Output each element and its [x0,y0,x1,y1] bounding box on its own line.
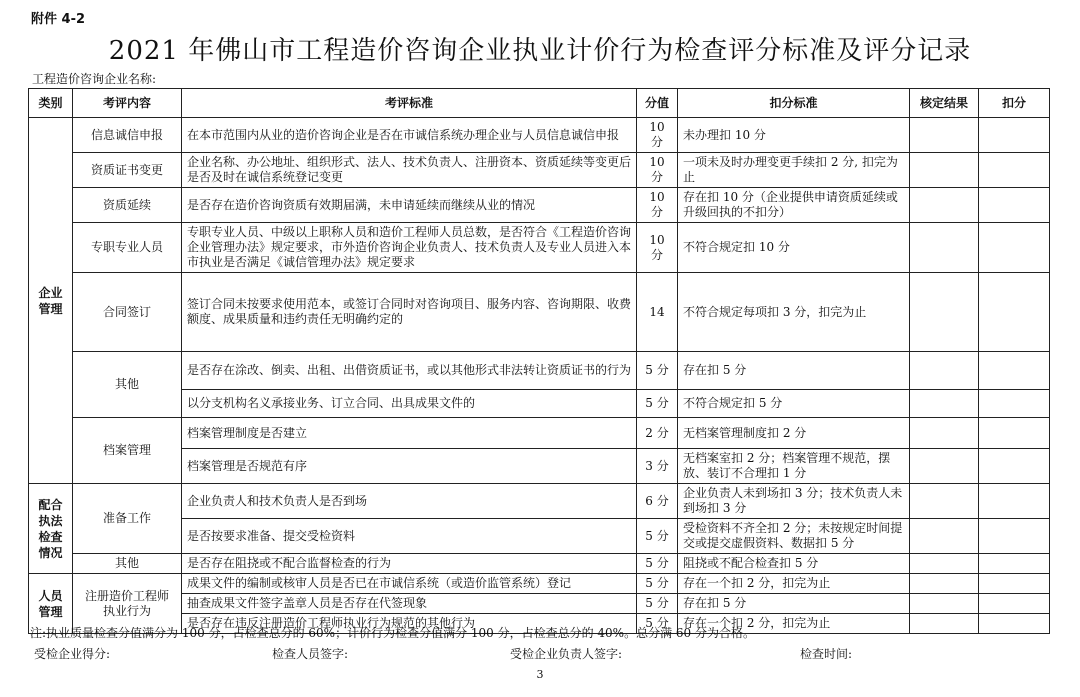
result-cell[interactable] [910,519,979,554]
score-cell: 5 分 [637,594,678,614]
footnote: 注:执业质量检查分值满分为 100 分，占检查总分的 60%；计价行为检查分值满分 100 分，占检查总分的 40%。总分满 60 分为合格。 [30,626,755,640]
deduction-standard-cell: 存在扣 5 分 [678,594,910,614]
table-row [29,519,1050,554]
score-cell: 5 分 [637,574,678,594]
standard-cell: 企业名称、办公地址、组织形式、法人、技术负责人、注册资本、资质延续等变更后是否及时在诚信系统登记变更 [182,153,637,188]
content-cell: 档案管理 [73,418,182,484]
standard-cell: 是否按要求准备、提交受检资料 [182,519,637,554]
document-title: 2021 年佛山市工程造价咨询企业执业计价行为检查评分标准及评分记录 [108,36,972,66]
company-head-signature-label: 受检企业负责人签字: [510,647,623,661]
deduction-cell[interactable] [979,223,1050,273]
header-category: 类别 [29,89,73,118]
header-deduction-standard: 扣分标准 [678,89,910,118]
content-cell: 其他 [73,554,182,574]
score-cell: 5 分 [637,352,678,390]
content-cell: 其他 [73,352,182,418]
score-cell: 14 [637,273,678,352]
deduction-cell[interactable] [979,614,1050,634]
table-row [29,188,1050,223]
deduction-standard-cell: 企业负责人未到场扣 3 分；技术负责人未到场扣 3 分 [678,484,910,519]
deduction-cell[interactable] [979,418,1050,449]
standard-cell: 以分支机构名义承接业务、订立合同、出具成果文件的 [182,390,637,418]
category-cell: 配合执法检查情况 [29,484,73,574]
standard-cell: 档案管理是否规范有序 [182,449,637,484]
category-cell: 企业管理 [29,118,73,484]
header-verified-result: 核定结果 [910,89,979,118]
table-row [29,223,1050,273]
header-content: 考评内容 [73,89,182,118]
header-standard: 考评标准 [182,89,637,118]
page-number: 3 [536,668,544,681]
score-cell: 10 分 [637,118,678,153]
deduction-standard-cell: 未办理扣 10 分 [678,118,910,153]
deduction-standard-cell: 存在扣 5 分 [678,352,910,390]
deduction-cell[interactable] [979,188,1050,223]
result-cell[interactable] [910,418,979,449]
score-cell: 5 分 [637,390,678,418]
standard-cell: 档案管理制度是否建立 [182,418,637,449]
result-cell[interactable] [910,188,979,223]
deduction-standard-cell: 无档案室扣 2 分；档案管理不规范，摆放、装订不合理扣 1 分 [678,449,910,484]
result-cell[interactable] [910,554,979,574]
header-deduction: 扣分 [979,89,1050,118]
standard-cell: 企业负责人和技术负责人是否到场 [182,484,637,519]
result-cell[interactable] [910,484,979,519]
standard-cell: 签订合同未按要求使用范本，或签订合同时对咨询项目、服务内容、咨询期限、收费额度、成果质量和违约责任无明确约定的 [182,273,637,352]
standard-cell: 是否存在涂改、倒卖、出租、出借资质证书，或以其他形式非法转让资质证书的行为 [182,352,637,390]
deduction-cell[interactable] [979,594,1050,614]
deduction-cell[interactable] [979,449,1050,484]
score-cell: 10 分 [637,223,678,273]
deduction-standard-cell: 不符合规定每项扣 3 分，扣完为止 [678,273,910,352]
result-cell[interactable] [910,594,979,614]
content-cell: 信息诚信申报 [73,118,182,153]
table-row [29,153,1050,188]
score-cell: 10 分 [637,188,678,223]
score-cell: 3 分 [637,449,678,484]
table-row [29,554,1050,574]
content-cell: 资质证书变更 [73,153,182,188]
org-name-label: 工程造价咨询企业名称: [32,72,157,86]
content-cell: 资质延续 [73,188,182,223]
content-cell: 合同签订 [73,273,182,352]
deduction-standard-cell: 存在一个扣 2 分，扣完为止 [678,614,910,634]
deduction-cell[interactable] [979,554,1050,574]
content-cell: 准备工作 [73,484,182,554]
deduction-cell[interactable] [979,484,1050,519]
deduction-standard-cell: 受检资料不齐全扣 2 分；未按规定时间提交或提交虚假资料、数据扣 5 分 [678,519,910,554]
deduction-standard-cell: 无档案管理制度扣 2 分 [678,418,910,449]
deduction-cell[interactable] [979,352,1050,390]
content-cell: 注册造价工程师执业行为 [73,574,182,634]
inspector-signature-label: 检查人员签字: [272,647,349,661]
result-cell[interactable] [910,118,979,153]
result-cell[interactable] [910,223,979,273]
score-cell: 2 分 [637,418,678,449]
table-row [29,484,1050,519]
deduction-standard-cell: 存在扣 10 分（企业提供申请资质延续或升级回执的不扣分） [678,188,910,223]
result-cell[interactable] [910,390,979,418]
standard-cell: 成果文件的编制或核审人员是否已在市诚信系统（或造价监管系统）登记 [182,574,637,594]
header-score: 分值 [637,89,678,118]
standard-cell: 是否存在违反注册造价工程师执业行为规范的其他行为 [182,614,637,634]
score-cell: 6 分 [637,484,678,519]
deduction-standard-cell: 不符合规定扣 10 分 [678,223,910,273]
table-row [29,418,1050,449]
result-cell[interactable] [910,449,979,484]
deduction-cell[interactable] [979,118,1050,153]
table-row [29,390,1050,418]
result-cell[interactable] [910,352,979,390]
deduction-cell[interactable] [979,153,1050,188]
table-row [29,352,1050,390]
score-cell: 10 分 [637,153,678,188]
score-cell: 5 分 [637,519,678,554]
result-cell[interactable] [910,273,979,352]
deduction-standard-cell: 不符合规定扣 5 分 [678,390,910,418]
table-row [29,594,1050,614]
deduction-cell[interactable] [979,273,1050,352]
deduction-standard-cell: 存在一个扣 2 分，扣完为止 [678,574,910,594]
category-cell: 人员管理 [29,574,73,634]
table-row [29,449,1050,484]
table-header-row [29,89,1050,118]
score-cell: 5 分 [637,614,678,634]
inspected-company-score-label: 受检企业得分: [34,647,111,661]
table-row [29,574,1050,594]
standard-cell: 在本市范围内从业的造价咨询企业是否在市诚信系统办理企业与人员信息诚信申报 [182,118,637,153]
deduction-standard-cell: 一项未及时办理变更手续扣 2 分, 扣完为止 [678,153,910,188]
deduction-cell[interactable] [979,574,1050,594]
table-row [29,273,1050,352]
table-row [29,118,1050,153]
score-cell: 5 分 [637,554,678,574]
standard-cell: 专职专业人员、中级以上职称人员和造价工程师人员总数，是否符合《工程造价咨询企业管理办法》规定要求，市外造价咨询企业负责人、技术负责人及专业人员进入本市执业是否满足《诚信管理办法》规定要求 [182,223,637,273]
result-cell[interactable] [910,153,979,188]
standard-cell: 是否存在阻挠或不配合监督检查的行为 [182,554,637,574]
attachment-label: 附件 4-2 [31,12,86,27]
deduction-standard-cell: 阻挠或不配合检查扣 5 分 [678,554,910,574]
result-cell[interactable] [910,614,979,634]
scoring-table [28,88,1050,634]
deduction-cell[interactable] [979,390,1050,418]
result-cell[interactable] [910,574,979,594]
inspection-date-label: 检查时间: [800,647,853,661]
deduction-cell[interactable] [979,519,1050,554]
content-cell: 专职专业人员 [73,223,182,273]
standard-cell: 是否存在造价咨询资质有效期届满，未申请延续而继续从业的情况 [182,188,637,223]
standard-cell: 抽查成果文件签字盖章人员是否存在代签现象 [182,594,637,614]
